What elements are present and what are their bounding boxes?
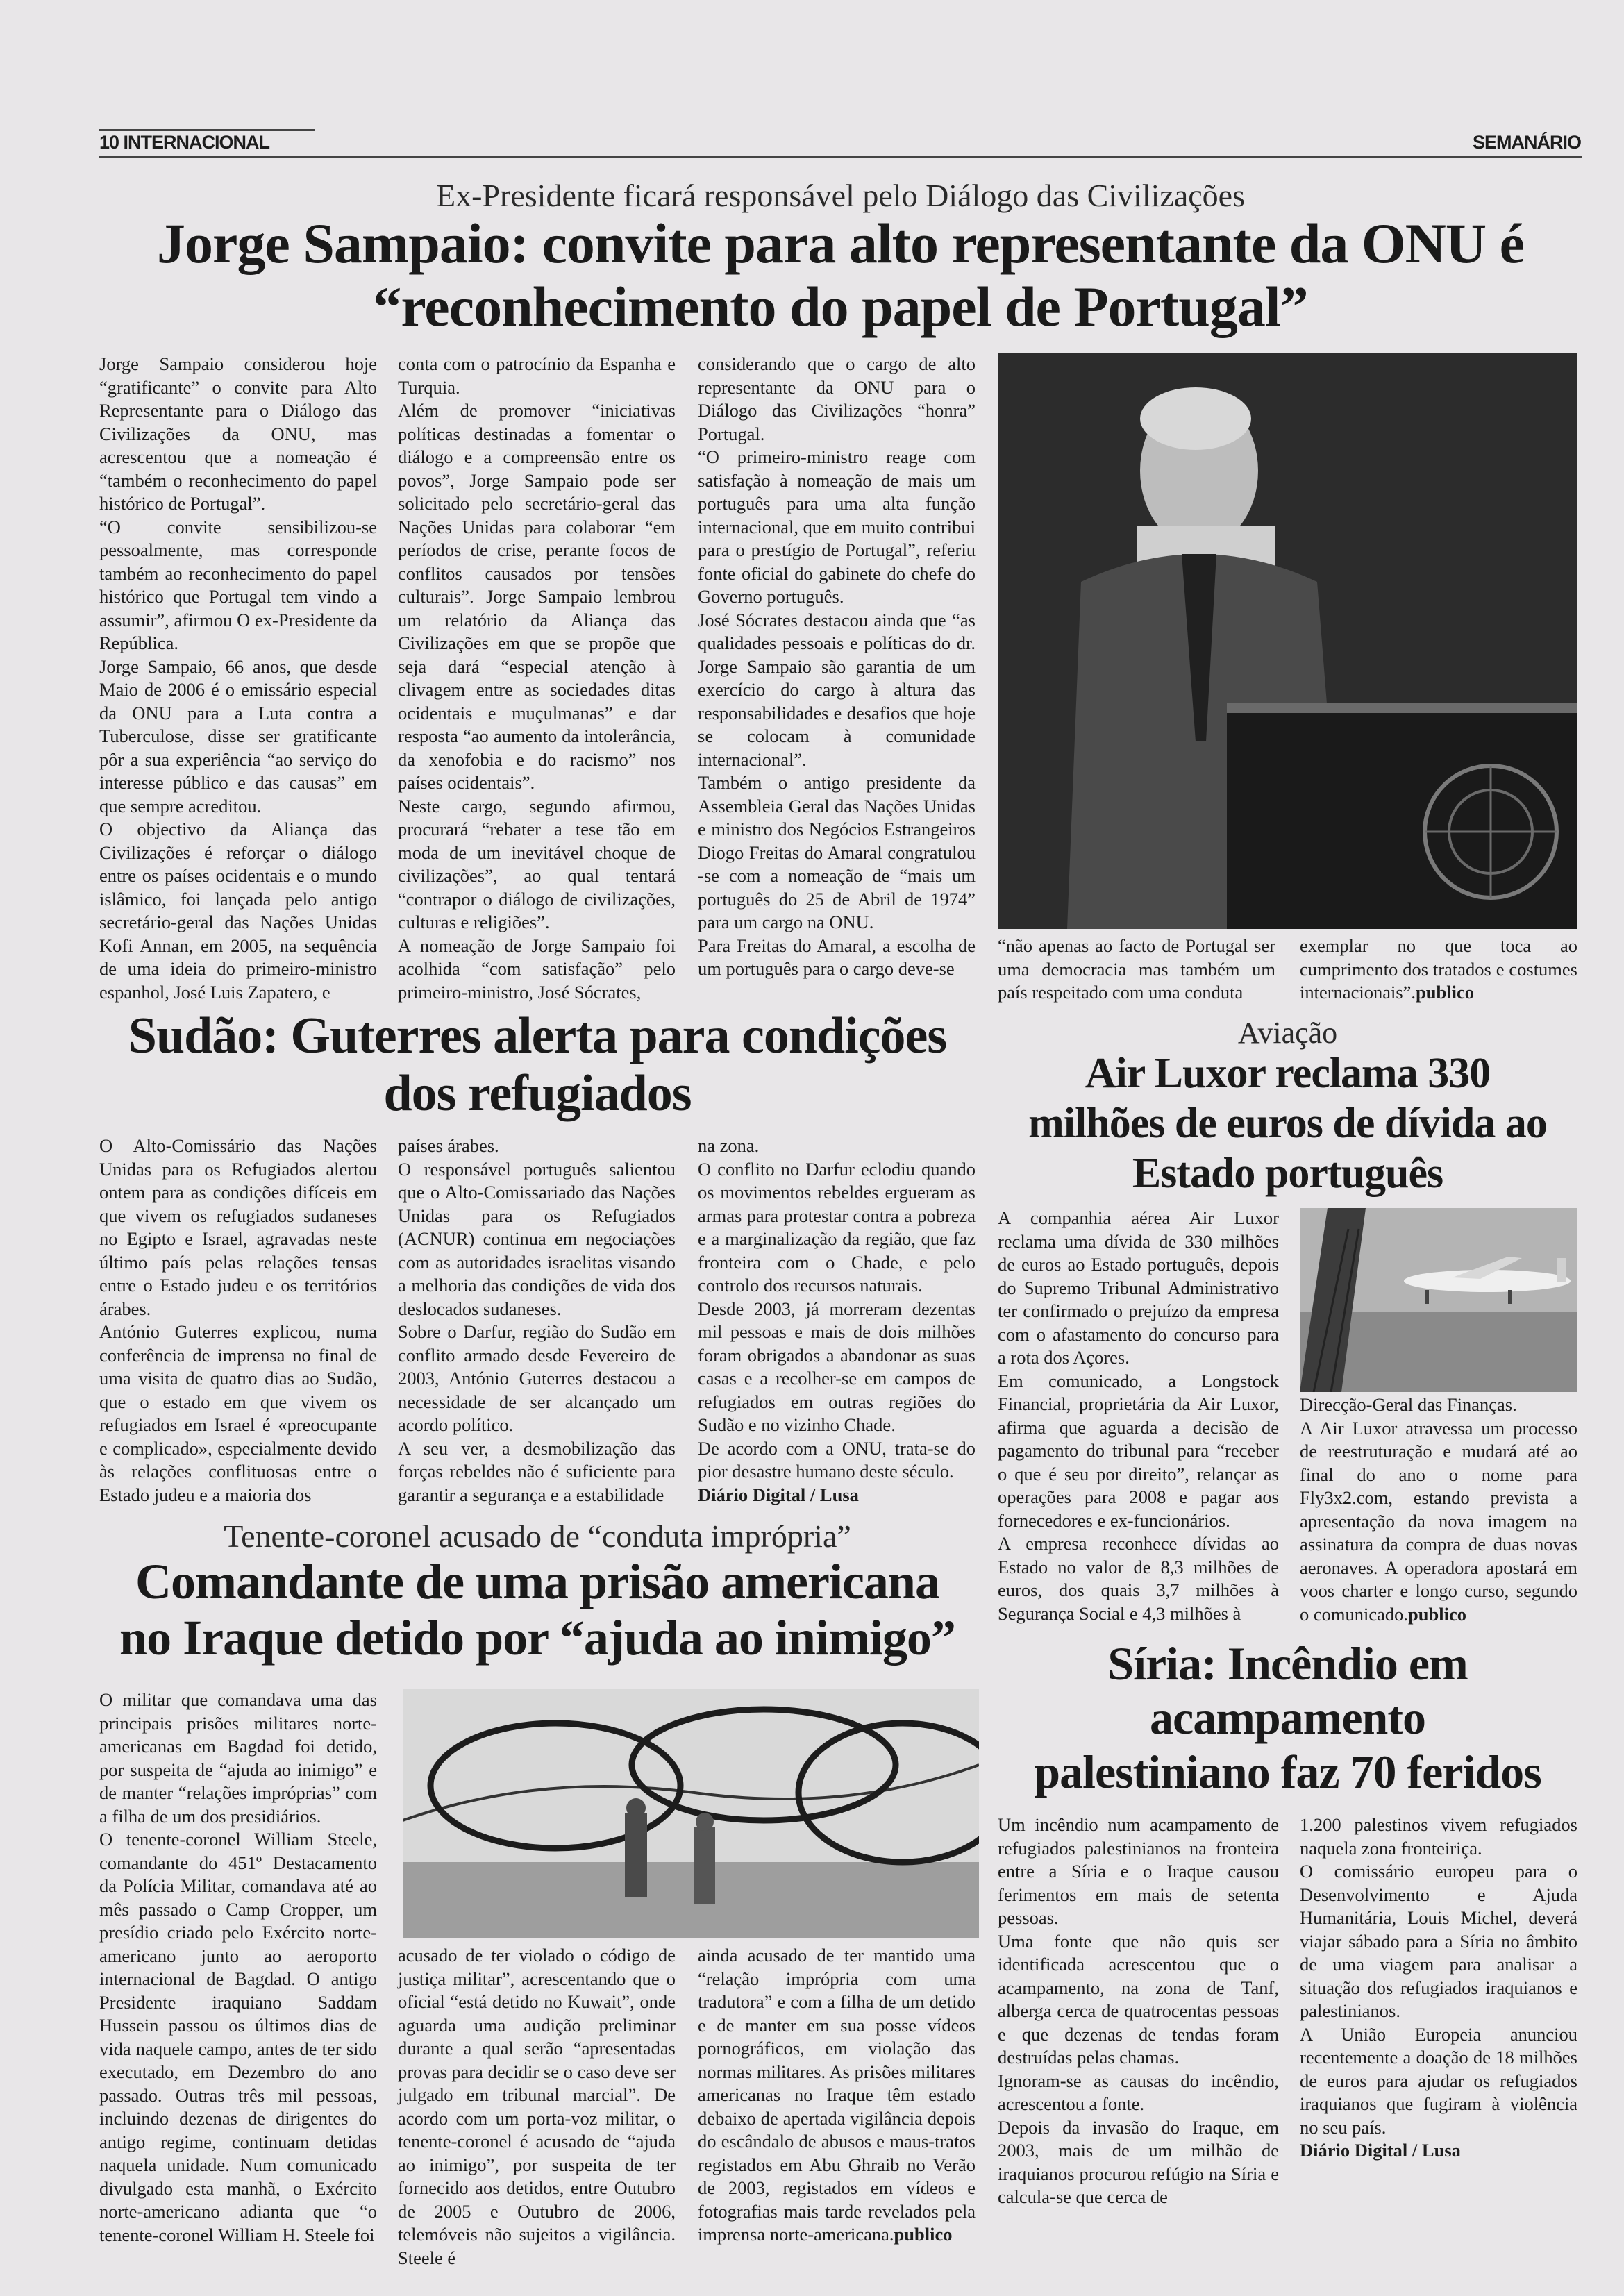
- article1-col1-para: Jorge Sampaio considerou hoje “gratificante” o convite para Alto Representante para o Diálogo das Civilizações da ONU, mas acrescentou que a nomeação é “também o reconhecimento do papel histórico de Portugal”.: [99, 353, 377, 514]
- article1-col2-para: conta com o patrocínio da Espanha e Turquia.: [398, 353, 676, 398]
- article2-column-2: [398, 1134, 676, 1507]
- article3-col2-para: Direcção-Geral das Finanças.: [1300, 1394, 1517, 1415]
- article1-column-5: [1300, 935, 1577, 1005]
- article4-signature: publico: [894, 2224, 953, 2245]
- article4-column-2: [398, 1944, 676, 2270]
- article1-headline-line1: Jorge Sampaio: convite para alto representante da ONU é: [157, 212, 1524, 275]
- article2-col3-para: na zona.: [698, 1135, 760, 1156]
- article3-kicker: Aviação: [1237, 1016, 1338, 1050]
- article2-column-3: [698, 1134, 976, 1507]
- article1-col3-para: Também o antigo presidente da Assembleia Geral das Nações Unidas e ministro dos Negócios Estrangeiros Diogo Freitas do Amaral congratulou -se com a nomeação de “mais um português do 25 de Abril de 1974” para um cargo na ONU.: [698, 772, 976, 932]
- article5-col2-para: A União Europeia anunciou recentemente a doação de 18 milhões de euros para ajudar os refugiados iraquianos que fugiram à violência no seu país.: [1300, 2023, 1577, 2138]
- article1-col3-para: considerando que o cargo de alto representante da ONU para o Diálogo das Civilizações “honra” Portugal.: [698, 353, 976, 444]
- article3-col1-para: Em comunicado, a Longstock Financial, proprietária da Air Luxor, afirma que aguarda a decisão de pagamento do tribunal para “receber o que é seu por direito”, relançar as operações para 2008 e pagar aos fornecedores e ex-funcionários.: [998, 1370, 1279, 1531]
- article1-col1-para: Jorge Sampaio, 66 anos, que desde Maio de 2006 é o emissário especial da ONU para a Luta contra a Tuberculose, disse ser gratificante pôr a sua experiência “ao serviço do interesse público e das causas” em que sempre acreditou.: [99, 655, 377, 816]
- article1-col4-para: “não apenas ao facto de Portugal ser uma democracia mas também um país respeitado com uma conduta: [998, 935, 1275, 1003]
- article1-column-3: [698, 353, 976, 981]
- newspaper-name: SEMANÁRIO: [1472, 132, 1581, 153]
- article2-column-1: [99, 1134, 377, 1507]
- article1-column-2: [398, 353, 676, 1004]
- article1-col3-para: José Sócrates destacou ainda que “as qualidades pessoais e políticas do dr. Jorge Sampaio são garantia de um exercício do cargo à altura das responsabilidades e desafios que hoje se colocam à comunidade internacional”.: [698, 609, 976, 770]
- article5-column-2: [1300, 1813, 1577, 2163]
- article1-column-1: [99, 353, 377, 1004]
- article5-headline-line2: acampamento: [1150, 1691, 1425, 1744]
- article5-headline-line3: palestiniano faz 70 feridos: [1034, 1745, 1541, 1798]
- article2-col3-para: Desde 2003, já morreram dezentas mil pessoas e mais de dois milhões foram obrigados a abandonar as suas casas e a recolher-se em campos de refugiados em outras regiões do Sudão e no vizinho Chade.: [698, 1298, 976, 1435]
- article1-col1-para: O objectivo da Aliança das Civilizações é reforçar o diálogo entre os países ocidentais e o mundo islâmico, foi lançada pelo antigo secretário-geral das Nações Unidas Kofi Annan, em 2005, na sequência de uma ideia do primeiro-ministro espanhol, José Luis Zapatero, e: [99, 819, 377, 1003]
- sampaio-photo: [998, 353, 1577, 929]
- article4-headline-line2: no Iraque detido por “ajuda ao inimigo”: [119, 1610, 955, 1666]
- article5-col1-para: Uma fonte que não quis ser identificada acrescentou que o acampamento, na zona de Tanf, alberga cerca de quatrocentas pessoas e que dezenas de tendas foram destruídas pelas chamas.: [998, 1930, 1279, 2068]
- article2-signature: Diário Digital / Lusa: [698, 1484, 859, 1505]
- article1-kicker: Ex-Presidente ficará responsável pelo Diálogo das Civilizações: [436, 178, 1245, 213]
- article2-col2-para: O responsável português salientou que o Alto-Comissariado das Nações Unidas para os Refugiados (ACNUR) continua em negociações com as autoridades israelitas visando a melhoria das condições de vida dos deslocados sudaneses.: [398, 1158, 676, 1319]
- article1-col3-para: “O primeiro-ministro reage com satisfação à nomeação de mais um português para uma alta função internacional, que em muito contribui para o prestígio de Portugal”, referiu fonte oficial do gabinete do chefe do Governo português.: [698, 446, 976, 607]
- article3-headline-line1: Air Luxor reclama 330: [1085, 1050, 1491, 1097]
- article4-column-1: [99, 1689, 377, 2247]
- article4-kicker: Tenente-coronel acusado de “conduta imprópria”: [224, 1518, 851, 1554]
- article2-headline-line2: dos refugiados: [383, 1065, 692, 1122]
- article2-headline-line1: Sudão: Guterres alerta para condições: [128, 1007, 947, 1064]
- article4-headline-line1: Comandante de uma prisão americana: [135, 1554, 939, 1609]
- air-luxor-photo: [1300, 1208, 1577, 1392]
- article2-col2-para: A seu ver, a desmobilização das forças rebeldes não é suficiente para garantir a segurança e a estabilidade: [398, 1437, 676, 1505]
- article1-signature: publico: [1416, 982, 1474, 1003]
- prison-photo: [403, 1689, 979, 1938]
- section-label: 10 INTERNACIONAL: [99, 132, 270, 153]
- article4-col2-para: acusado de ter violado o código de justiça militar”, acrescentando que o oficial “está detido no Kuwait”, onde aguarda uma audição preliminar durante a qual serão “apresentadas provas para decidir se o caso deve ser julgado em tribunal marcial”. De acordo com um porta-voz militar, o tenente-coronel é acusado de “ajuda ao inimigo”, por suspeita de ter fornecido aos detidos, entre Outubro de 2005 e Outubro de 2006, telemóveis não sujeitos a vigilância. Steele é: [398, 1945, 676, 2268]
- article5-signature: Diário Digital / Lusa: [1300, 2140, 1461, 2161]
- article5-headline-line1: Síria: Incêndio em: [1107, 1637, 1468, 1690]
- header-rule-short: [99, 129, 315, 131]
- article3-col1-para: A companhia aérea Air Luxor reclama uma dívida de 330 milhões de euros ao Estado português, depois do Supremo Tribunal Administrativo ter confirmado o prejuízo da empresa com o afastamento do concurso para a rota dos Açores.: [998, 1207, 1279, 1368]
- article4-col1-para: O militar que comandava uma das principais prisões militares norte-americanas em Bagdad foi detido, por suspeita de “ajuda ao inimigo” e de manter “relações impróprias” com a filha de um dos presidiários.: [99, 1689, 377, 1827]
- article1-col2-para: Neste cargo, segundo afirmou, procurará “rebater a tese tão em moda de um inevitável choque de civilizações”, ao qual tentará “contrapor o diálogo de civilizações, culturas e religiões”.: [398, 795, 676, 932]
- article1-col2-para: Além de promover “iniciativas políticas destinadas a fomentar o diálogo e a compreensão entre os povos”, Jorge Sampaio pode ser solicitado pelo secretário-geral das Nações Unidas para colaborar “em períodos de crise, perante focos de conflitos causados por tensões culturais”. Jorge Sampaio lembrou um relatório da Aliança das Civilizações em que se propõe que seja dará “especial atenção à clivagem entre as sociedades ditas ocidentais e muçulmanas” e dar resposta “ao aumento da intolerância, da xenofobia e do racismo” nos países ocidentais”.: [398, 400, 676, 793]
- article1-headline-line2: “reconhecimento do papel de Portugal”: [373, 275, 1308, 338]
- article2-col3-para: De acordo com a ONU, trata-se do pior desastre humano deste século.: [698, 1437, 976, 1482]
- article2-col1-para: António Guterres explicou, numa conferência de imprensa no final de uma visita de quatro dias ao Sudão, que o estado em que vivem os refugiados em Israel é «preocupante e complicado», especialmente devido às relações conflituosas entre o Estado judeu e a maioria dos: [99, 1321, 377, 1505]
- article1-column-4: [998, 935, 1275, 1005]
- article4-column-3: [698, 1944, 976, 2247]
- article2-col1-para: O Alto-Comissário das Nações Unidas para os Refugiados alertou ontem para as condições difíceis em que vivem os refugiados sudaneses no Egipto e Israel, agravadas neste último país pelas relações tensas entre o Estado judeu e os territórios árabes.: [99, 1135, 377, 1319]
- article4-col1-para: O tenente-coronel William Steele, comandante do 451º Destacamento da Polícia Militar, comandava até ao mês passado o Camp Cropper, um presídio criado pelo Exército norte-americano junto ao aeroporto internacional de Bagdad. O antigo Presidente iraquiano Saddam Hussein passou os últimos dias de vida naquele campo, antes de ter sido executado, em Dezembro do ano passado. Outras três mil pessoas, incluindo dezenas de dirigentes do antigo regime, continuam detidas naquela unidade. Num comunicado divulgado esta manhã, o Exército norte-americano adianta que “o tenente-coronel William H. Steele foi: [99, 1829, 377, 2245]
- article5-column-1: [998, 1813, 1279, 2209]
- article3-col2-para: A Air Luxor atravessa um processo de reestruturação e mudará até ao final do ano o nome para Fly3x2.com, estando prevista a apresentação da nova imagem na assinatura da compra de duas novas aeronaves. A operadora apostará em voos charter e longo curso, segundo o comunicado.publico: [1300, 1417, 1577, 1625]
- article1-col2-para: A nomeação de Jorge Sampaio foi acolhida “com satisfação” pelo primeiro-ministro, José Sócrates,: [398, 935, 676, 1003]
- article2-col2-para: países árabes.: [398, 1135, 499, 1156]
- article4-col3-para: ainda acusado de ter mantido uma “relação imprópria com uma tradutora” e com a filha de um detido e de manter em sua posse vídeos pornográficos, em violação das normas militares. As prisões militares americanas no Iraque têm estado debaixo de apertada vigilância depois do escândalo de abusos e maus-tratos registados em Abu Ghraib no Verão de 2003, registados em vídeos e fotografias mais tarde revelados pela imprensa norte-americana.publico: [698, 1945, 976, 2245]
- article5-col1-para: Ignoram-se as causas do incêndio, acrescentou a fonte.: [998, 2070, 1279, 2114]
- article3-column-2: [1300, 1393, 1577, 1626]
- article2-col2-para: Sobre o Darfur, região do Sudão em conflito armado desde Fevereiro de 2003, António Guterres destacou a necessidade de ser alcançado um acordo político.: [398, 1321, 676, 1435]
- article1-col5-para: exemplar no que toca ao cumprimento dos tratados e costumes internacionais”.publico: [1300, 935, 1577, 1003]
- article3-headline-line2: milhões de euros de dívida ao: [1028, 1100, 1547, 1147]
- article3-column-1: [998, 1207, 1279, 1625]
- header-rule: [99, 156, 1582, 158]
- article5-col1-para: Depois da invasão do Iraque, em 2003, mais de um milhão de iraquianos procurou refúgio na Síria e calcula-se que cerca de: [998, 2116, 1279, 2207]
- article1-col1-para: “O convite sensibilizou-se pessoalmente, mas corresponde também ao reconhecimento do papel histórico que Portugal tem vindo a assumir”, afirmou O ex-Presidente da República.: [99, 516, 377, 653]
- article5-col2-para: 1.200 palestinos vivem refugiados naquela zona fronteiriça.: [1300, 1814, 1577, 1859]
- article1-col3-para: Para Freitas do Amaral, a escolha de um português para o cargo deve-se: [698, 935, 976, 979]
- article2-col3-para: O conflito no Darfur eclodiu quando os movimentos rebeldes ergueram as armas para protestar contra a pobreza e a marginalização da região, que faz fronteira com o Chade, e pelo controlo dos recursos naturais.: [698, 1158, 976, 1296]
- article5-col2-para: O comissário europeu para o Desenvolvimento e Ajuda Humanitária, Louis Michel, deverá viajar sábado para a Síria no âmbito de uma viagem para analisar a situação dos refugiados iraquianos e palestinianos.: [1300, 1861, 1577, 2021]
- article3-headline-line3: Estado português: [1132, 1150, 1443, 1197]
- article5-col1-para: Um incêndio num acampamento de refugiados palestinianos na fronteira entre a Síria e o Iraque causou ferimentos em mais de setenta pessoas.: [998, 1814, 1279, 1928]
- article3-col1-para: A empresa reconhece dívidas ao Estado no valor de 8,3 milhões de euros, dos quais 3,7 milhões à Segurança Social e 4,3 milhões à: [998, 1533, 1279, 1624]
- article3-signature: publico: [1408, 1603, 1466, 1625]
